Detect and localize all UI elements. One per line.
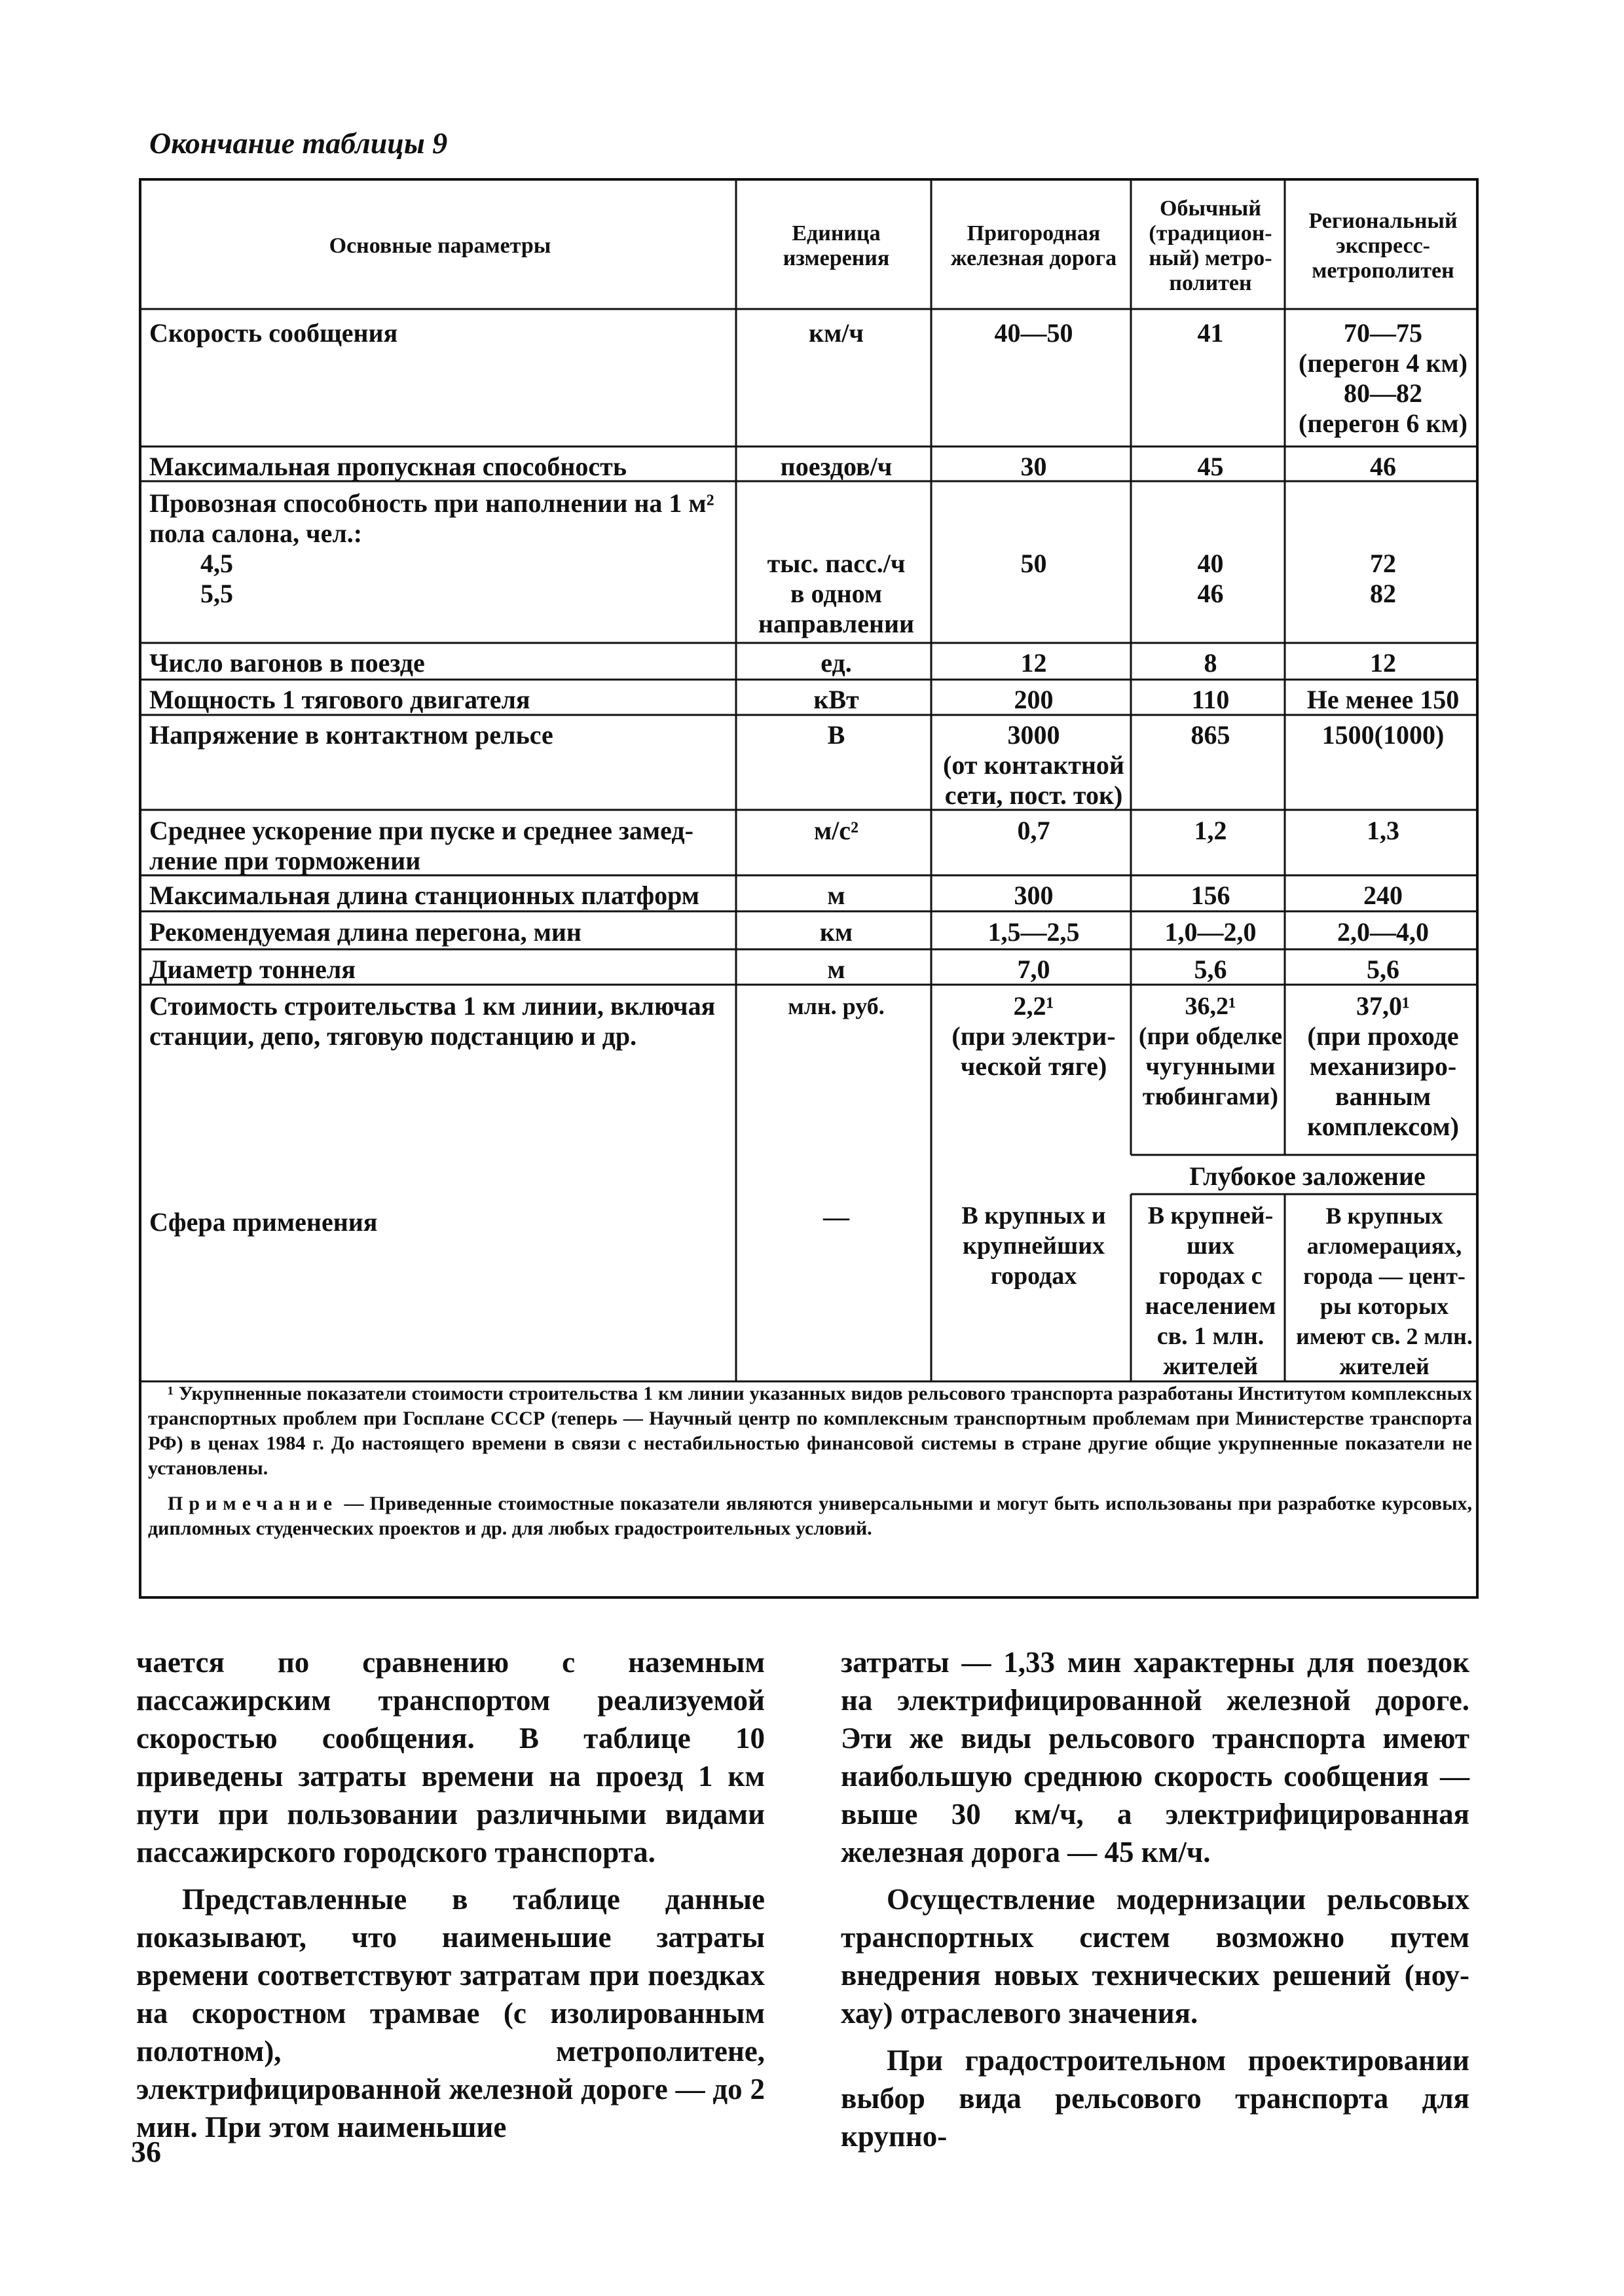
row-cars-express: 12 xyxy=(1370,648,1396,678)
page-number: 36 xyxy=(131,2135,161,2168)
row-cost-express: 37,0¹ (при проходе механизиро- ванным комплексом) xyxy=(1307,991,1459,1141)
row-power-unit: кВт xyxy=(813,685,859,714)
row-acceleration-unit: м/с² xyxy=(813,816,859,845)
row-platform-express: 240 xyxy=(1363,881,1403,910)
row-capacity-metro: 45 xyxy=(1197,452,1224,481)
row-platform-suburban: 300 xyxy=(1014,881,1054,910)
text-column-right xyxy=(841,1643,1469,2164)
table-caption: Окончание таблицы 9 xyxy=(149,126,448,160)
footnote: ¹ Укрупненные показатели стоимости строительства 1 км линии указанных видов рельсового транспорта разработаны Институтом комплексных транспортных проблем при Госплане СССР (теперь — Научный центр по комплексным транспортным проблемам при Министерстве транспорта РФ) в ценах 1984 г. До настоящего времени в связи с нестабильностью финансовой системы в стране другие общие укрупненные показатели не установлены. xyxy=(148,1383,1472,1479)
row-tunnel-suburban: 7,0 xyxy=(1017,955,1050,984)
row-cars-metro: 8 xyxy=(1204,648,1217,678)
row-platform-param: Максимальная длина станционных платформ xyxy=(149,881,699,910)
row-speed-metro: 41 xyxy=(1197,318,1224,348)
row-cost-param: Стоимость строительства 1 км линии, включая станции, депо, тяговую подстанцию и др. xyxy=(149,991,716,1051)
row-capacity-express: 46 xyxy=(1370,452,1396,481)
row-speed-param: Скорость сообщения xyxy=(149,318,398,348)
row-capacity-param: Максимальная пропускная способность xyxy=(149,452,627,481)
row-haul-metro: 1,0—2,0 xyxy=(1164,917,1257,947)
row-power-param: Мощность 1 тягового двигателя xyxy=(149,685,530,714)
row-capacity-suburban: 30 xyxy=(1020,452,1047,481)
header-conventional-metro: Обычный (традицион-ный) метро-политен xyxy=(1149,196,1272,295)
row-application-param: Сфера применения xyxy=(149,1207,378,1237)
row-tunnel-express: 5,6 xyxy=(1367,955,1399,984)
row-cars-unit: ед. xyxy=(821,648,852,678)
row-voltage-express: 1500(1000) xyxy=(1321,720,1445,750)
row-voltage-unit: В xyxy=(827,720,845,750)
row-speed-express: 70—75 (перегон 4 км) 80—82 (перегон 6 км) xyxy=(1299,318,1467,438)
row-haul-suburban: 1,5—2,5 xyxy=(987,917,1080,947)
row-platform-unit: м xyxy=(827,881,845,910)
deep-laying-label: Глубокое заложение xyxy=(1189,1161,1426,1191)
note-text: — Приведенные стоимостные показатели являются универсальными и могут быть использованы при разработке курсовых, дипломных студенческих проектов и др. для любых градостроительных условий. xyxy=(148,1493,1472,1539)
row-carrying-express: 72 82 xyxy=(1370,549,1396,608)
row-power-metro: 110 xyxy=(1191,685,1230,714)
row-carrying-param: Провозная способность при наполнении на 1 м² пола салона, чел.: xyxy=(149,488,714,548)
note xyxy=(148,1491,1472,1541)
right-paragraph-3: При градостроительном проектировании выбор вида рельсового транспорта для крупно- xyxy=(841,2044,1469,2153)
row-acceleration-metro: 1,2 xyxy=(1194,816,1227,845)
table-notes xyxy=(148,1381,1472,1552)
row-platform-metro: 156 xyxy=(1190,881,1230,910)
header-parameters: Основные параметры xyxy=(329,234,551,258)
row-voltage-metro: 865 xyxy=(1190,720,1230,750)
row-acceleration-express: 1,3 xyxy=(1367,816,1399,845)
row-tunnel-param: Диаметр тоннеля xyxy=(149,955,356,984)
left-paragraph-1: чается по сравнению с наземным пассажирским транспортом реализуемой скоростью сообщения. В таблице 10 приведены затраты времени на проезд 1 км пути при пользовании различными видами пассажирского городского транспорта. xyxy=(136,1646,765,1868)
row-power-express: Не менее 150 xyxy=(1306,685,1460,714)
row-voltage-suburban: 3000 (от контактной сети, пост. ток) xyxy=(943,720,1124,810)
right-paragraph-1: затраты — 1,33 мин характерны для поездок на электрифицированной железной дороге. Эти же виды рельсового транспорта имеют наибольшую среднюю скорость сообщения — выше 30 км/ч, а электрифицированная железная дорога — 45 км/ч. xyxy=(841,1646,1469,1868)
row-carrying-density-b: 5,5 xyxy=(200,579,233,608)
row-tunnel-unit: м xyxy=(827,955,845,984)
row-cars-param: Число вагонов в поезде xyxy=(149,648,425,678)
row-cars-suburban: 12 xyxy=(1020,648,1047,678)
left-paragraph-2: Представленные в таблице данные показывают, что наименьшие затраты времени соответствуют затратам при поездках на скоростном трамвае (с изолированным полотном), метрополитене, электрифицированной железной дороге — до 2 мин. При этом наименьшие xyxy=(136,1883,765,2143)
row-application-express: В крупных агломерациях, города — цент- ры которых имеют св. 2 млн. жителей xyxy=(1296,1203,1473,1379)
row-speed-unit: км/ч xyxy=(809,318,864,348)
row-cost-unit: млн. руб. xyxy=(788,993,885,1019)
row-speed-suburban: 40—50 xyxy=(994,318,1073,348)
text-column-left xyxy=(136,1643,765,2155)
row-application-suburban: В крупных и крупнейших городах xyxy=(961,1202,1106,1290)
row-carrying-suburban: 50 xyxy=(1020,549,1047,578)
row-haul-param: Рекомендуемая длина перегона, мин xyxy=(149,917,581,947)
row-carrying-unit: тыс. пасс./ч в одном направлении xyxy=(758,549,915,638)
row-application-unit: — xyxy=(823,1202,849,1231)
row-acceleration-param: Среднее ускорение при пуске и среднее замед- ление при торможении xyxy=(149,816,693,875)
row-carrying-density-a: 4,5 xyxy=(200,549,233,578)
row-haul-express: 2,0—4,0 xyxy=(1337,917,1429,947)
row-power-suburban: 200 xyxy=(1014,685,1054,714)
row-tunnel-metro: 5,6 xyxy=(1194,955,1227,984)
header-regional-express-metro: Региональный экспресс-метрополитен xyxy=(1308,209,1458,283)
right-paragraph-2: Осуществление модернизации рельсовых транспортных систем возможно путем внедрения новых технических решений (ноу-хау) отраслевого значения. xyxy=(841,1883,1469,2030)
row-cost-suburban: 2,2¹ (при электри- ческой тяге) xyxy=(951,991,1116,1081)
row-voltage-param: Напряжение в контактном рельсе xyxy=(149,720,553,750)
header-unit: Единица измерения xyxy=(783,221,890,270)
row-haul-unit: км xyxy=(819,917,853,947)
row-capacity-unit: поездов/ч xyxy=(780,452,893,481)
row-application-metro: В крупней- ших городах с населением св. 1 млн. жителей xyxy=(1145,1202,1276,1380)
header-suburban-railway: Пригородная железная дорога xyxy=(950,221,1117,270)
note-label: Примечание xyxy=(168,1493,339,1514)
row-cost-metro: 36,2¹ (при обделке чугунными тюбингами) xyxy=(1138,993,1283,1110)
row-acceleration-suburban: 0,7 xyxy=(1017,816,1050,845)
row-carrying-metro: 40 46 xyxy=(1197,549,1224,608)
